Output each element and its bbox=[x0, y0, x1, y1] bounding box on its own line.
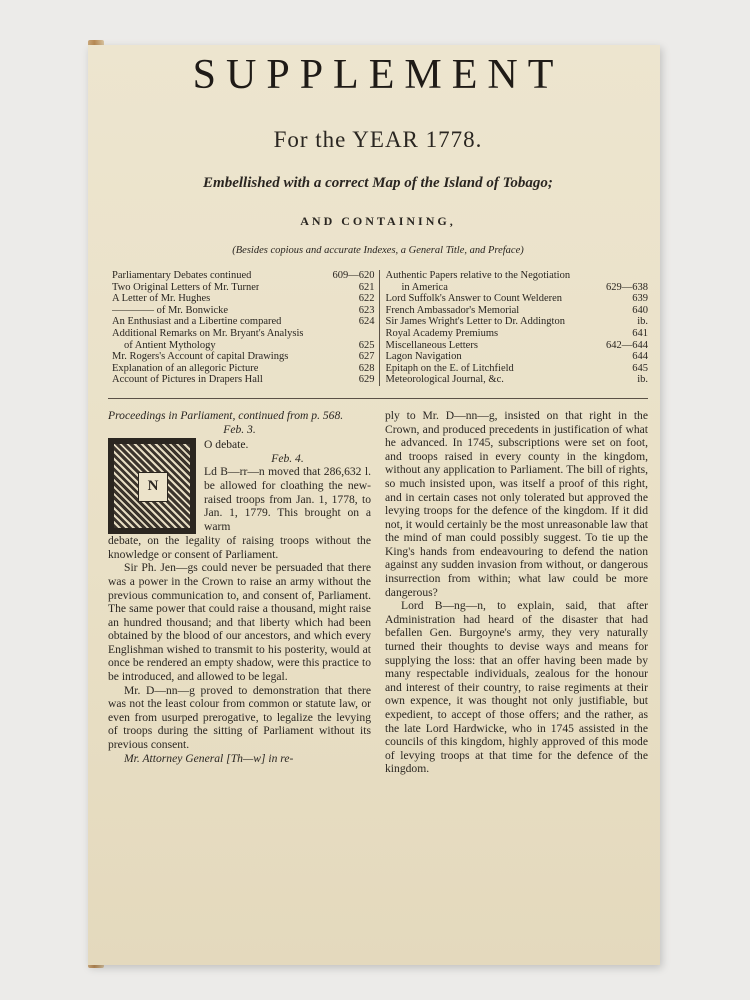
toc-entry: Explanation of an allegoric Picture 628 bbox=[112, 362, 375, 374]
ornamental-initial: N bbox=[108, 438, 196, 534]
paragraph: Mr. Attorney General [Th—w] in re- bbox=[124, 751, 294, 765]
embellished-line: Embellished with a correct Map of the Island of Tobago; bbox=[203, 175, 553, 191]
toc-entry: Epitaph on the E. of Litchfield 645 bbox=[385, 362, 648, 374]
drop-cap-block bbox=[108, 438, 371, 534]
paragraph: Mr. D—nn—g proved to demonstration that there was not the least colour from common or statute law, or even from usurped prerogative, to legalize the levying of troops during the sitting of Parliament without its previous consent. bbox=[108, 683, 371, 752]
article-body bbox=[108, 409, 648, 776]
table-of-contents bbox=[108, 270, 648, 386]
besides-line: (Besides copious and accurate Indexes, a General Title, and Preface) bbox=[232, 245, 524, 256]
toc-entry: in America 629—638 bbox=[401, 281, 648, 293]
page-content bbox=[108, 45, 648, 776]
containing-line: AND CONTAINING, bbox=[300, 214, 456, 228]
toc-entry: Sir James Wright's Letter to Dr. Addington ib. bbox=[385, 316, 648, 328]
toc-left-column bbox=[108, 270, 380, 386]
paragraph: ply to Mr. D—nn—g, insisted on that right in the Crown, and produced precedents in justification of what he advanced. In 1745, subscriptions were set on foot, and troops raised in every county in the kingdom, without any application to Parliament. The bill of rights, so much insisted upon, was itself a proof of this right, and in certain cases not only tolerated but approved the levying troops for the defence of the kingdom. If it did not, it would certainly be the most unreasonable law that the mind of man could possibly suggest. To tie up the King's hands from endeavouring to defend the nation against any sudden invasion from without, or dangerous insurrection from within; what law could be more dangerous? bbox=[385, 408, 648, 599]
toc-entry: Authentic Papers relative to the Negotiation bbox=[385, 270, 571, 281]
date-feb-4: Feb. 4. bbox=[271, 451, 304, 465]
toc-entry: Meteorological Journal, &c. ib. bbox=[385, 374, 648, 386]
opening-paragraph: O debate. Feb. 4. Ld B—rr—n moved that 286,632 l. be allowed for cloathing the new-raised troops from Jan. 1, 1778, to Jan. 1, 1779. This brought on a warm bbox=[204, 438, 371, 533]
toc-entry: Parliamentary Debates continued 609—620 bbox=[112, 270, 375, 281]
year-line: For the YEAR 1778. bbox=[273, 127, 483, 152]
toc-entry: Miscellaneous Letters 642—644 bbox=[385, 339, 648, 351]
toc-entry: Account of Pictures in Drapers Hall 629 bbox=[112, 374, 375, 386]
toc-entry: Lagon Navigation 644 bbox=[385, 351, 648, 363]
page-title: SUPPLEMENT bbox=[192, 52, 564, 98]
toc-entry: Royal Academy Premiums 641 bbox=[385, 327, 648, 339]
toc-entry: Additional Remarks on Mr. Bryant's Analysis bbox=[112, 327, 304, 339]
paragraph: Sir Ph. Jen—gs could never be persuaded that there was a power in the Crown to raise an army without the previous communication to, and consent of, Parliament. The same power that could raise a thousand, might raise an hundred thousand; and that liberty which had been obtained by the blood of our ancestors, and which every Englishman wished to transmit to his posterity, would at once be rendered an empty shadow, were this practice to be introduced, and allowed to be legal. bbox=[108, 561, 371, 684]
toc-entry: A Letter of Mr. Hughes 622 bbox=[112, 293, 375, 305]
toc-entry: An Enthusiast and a Libertine compared 624 bbox=[112, 316, 375, 328]
toc-entry: Lord Suffolk's Answer to Count Welderen 639 bbox=[385, 293, 648, 305]
toc-entry: Mr. Rogers's Account of capital Drawings 627 bbox=[112, 351, 375, 363]
right-column bbox=[377, 409, 648, 776]
toc-entry: Two Original Letters of Mr. Turner 621 bbox=[112, 281, 375, 293]
toc-entry: French Ambassador's Memorial 640 bbox=[385, 304, 648, 316]
toc-right-column bbox=[380, 270, 649, 386]
paragraph: Lord B—ng—n, to explain, said, that after Administration had heard of the disaster that had befallen Gen. Burgoyne's army, they very naturally turned their thoughts to devise ways and means for supplying the loss: that an offer having been made by many respectable individuals, zealous for the honour and interest of their country, to raise regiments at their own expence, it was thought not only justifiable, but expedient, to accept of those offers; and the rather, as the late Lord Hardwicke, who in 1745 assisted in the councils of this kingdom, highly approved of this mode of levying troops at that time for the defence of the kingdom. bbox=[385, 599, 648, 776]
no-debate-line: O debate. bbox=[204, 438, 249, 452]
toc-entry: of Antient Mythology 625 bbox=[124, 339, 375, 351]
left-column bbox=[108, 409, 377, 776]
date-feb-3: Feb. 3. bbox=[223, 422, 256, 436]
section-heading: Proceedings in Parliament, continued from p. 568. bbox=[108, 408, 344, 422]
section-divider bbox=[108, 398, 648, 399]
paragraph: debate, on the legality of raising troops without the knowledge or consent of Parliament. bbox=[108, 534, 371, 561]
toc-entry: ———— of Mr. Bonwicke 623 bbox=[112, 304, 375, 316]
